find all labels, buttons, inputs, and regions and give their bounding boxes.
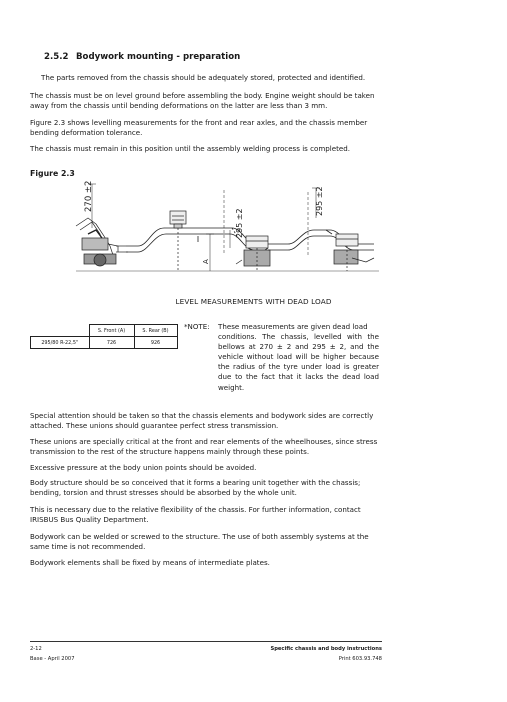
note-lead: *NOTE: (184, 322, 210, 331)
paragraph: Figure 2.3 shows levelling measurements for the front and rear axles, and the chassis member bending deformation tolerance. (30, 118, 368, 138)
footer-doc-title: Specific chassis and body instructions (270, 646, 382, 652)
table-header-row (31, 325, 178, 337)
rear-axle-2-drawing (334, 234, 374, 271)
footer-print: Print 603.93.748 (338, 656, 382, 662)
section-number: 2.5.2 (44, 52, 69, 62)
section-heading (44, 52, 240, 62)
paragraph: This is necessary due to the relative flexibility of the chassis. For further information, contact IRISBUS Bus Quality Department. (30, 505, 361, 525)
note-body: conditions. The chassis, levelled with the bellows at 270 ± 2 and 295 ± 2, and the vehicle without load will be higher because the radius of the tyre under load is greater due to the fact that it lacks the dead load weight. (218, 332, 379, 392)
figure-caption: LEVEL MEASUREMENTS WITH DEAD LOAD (175, 297, 332, 306)
front-dimension-label: 270 ±2 (84, 180, 94, 212)
paragraph: The chassis must remain in this position until the assembly welding process is completed. (30, 144, 351, 153)
level-measurement-diagram (74, 178, 384, 290)
note-first-line: These measurements are given dead load (218, 322, 368, 331)
a-dimension-label: A (202, 259, 210, 264)
table-row (31, 337, 178, 349)
paragraph: Excessive pressure at the body union points should be avoided. (30, 463, 257, 472)
paragraph: Special attention should be taken so that the chassis elements and bodywork sides are correctly attached. These unions should guarantee perfect stress transmission. (30, 411, 374, 431)
table-header-cell: S. Rear (B) (134, 325, 177, 337)
rear2-dimension-label: 295 ±2 (315, 186, 324, 216)
section-title: Bodywork mounting - preparation (76, 52, 241, 62)
front-axle-drawing (76, 218, 128, 266)
table-header-cell: S. Front (A) (89, 325, 134, 337)
footer-rule (30, 641, 382, 642)
paragraph: Bodywork can be welded or screwed to the structure. The use of both assembly systems at the same time is not recommended. (30, 532, 369, 552)
figure-label: Figure 2.3 (30, 169, 75, 178)
middle-bellows-drawing (170, 211, 186, 271)
level-table (30, 324, 178, 349)
table-cell: 295/80 R-22,5" (31, 337, 90, 349)
table-cell: 726 (89, 337, 134, 349)
paragraph: Body structure should be so conceived that it forms a bearing unit together with the chassis; bending, torsion and thrust stresses should be absorbed by the whole unit. (30, 478, 361, 498)
table-cell: 926 (134, 337, 177, 349)
paragraph: The chassis must be on level ground before assembling the body. Engine weight should be taken away from the chassis until bending deformations on the latter are less than 3 mm. (30, 91, 375, 111)
paragraph: Bodywork elements shall be fixed by means of intermediate plates. (30, 558, 270, 567)
rear1-dimension-label: 295 ±2 (235, 208, 244, 238)
paragraph: These unions are specially critical at the front and rear elements of the wheelhouses, since stress transmission to the rest of the structure happens mainly through these points. (30, 437, 378, 457)
footer-page-number: 2-12 (30, 646, 42, 652)
table-header-cell (31, 325, 90, 337)
paragraph: The parts removed from the chassis should be adequately stored, protected and identified. (41, 73, 366, 82)
footer-edition: Base - April 2007 (30, 656, 75, 662)
